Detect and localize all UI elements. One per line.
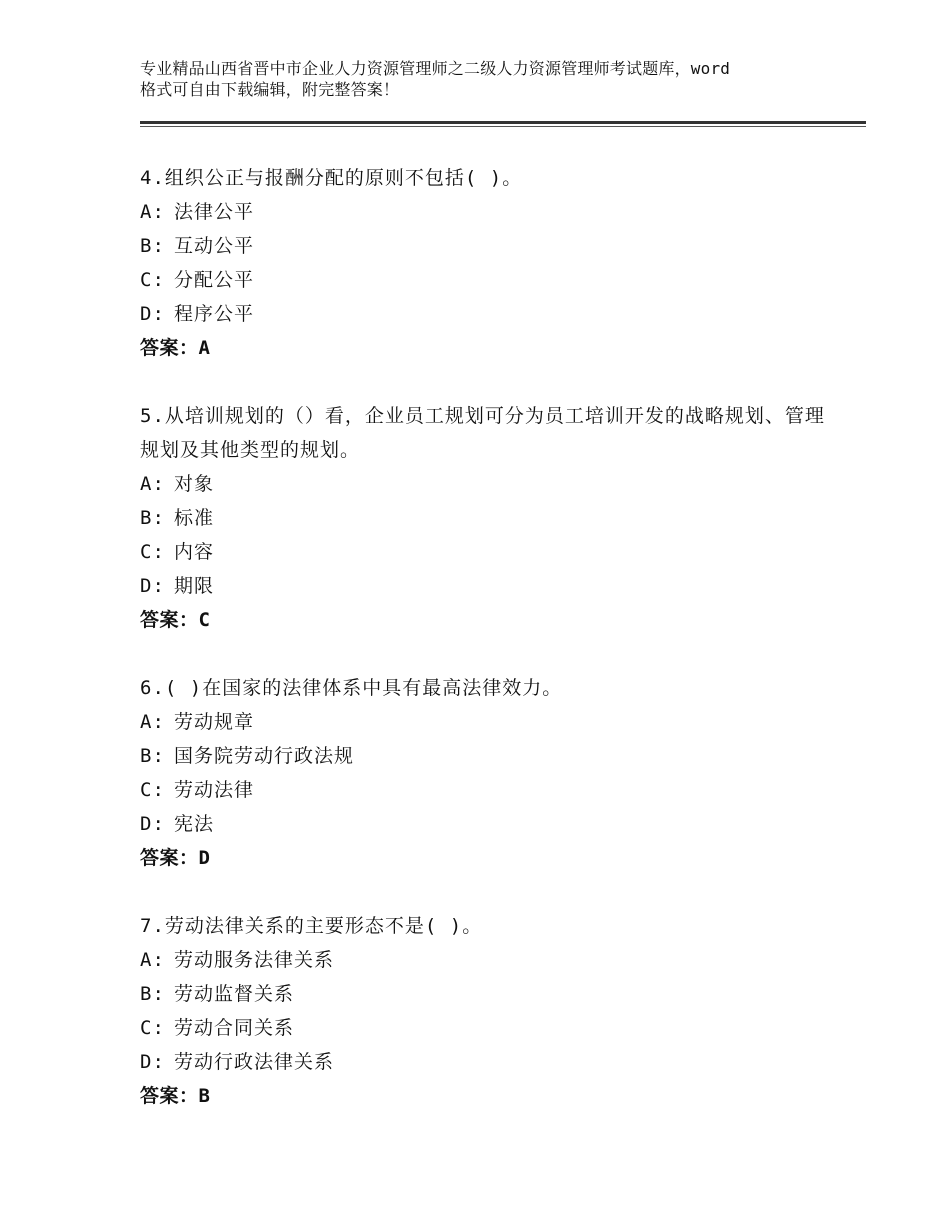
question-6 bbox=[140, 671, 830, 875]
option-c bbox=[140, 535, 830, 569]
question-stem: 7.劳动法律关系的主要形态不是( )。 bbox=[140, 915, 483, 937]
question-list bbox=[140, 161, 830, 1147]
option-letter: A: bbox=[140, 711, 165, 733]
option-text: 法律公平 bbox=[174, 201, 255, 223]
option-text: 劳动规章 bbox=[174, 711, 255, 733]
option-text: 劳动合同关系 bbox=[174, 1017, 295, 1039]
option-a bbox=[140, 467, 830, 501]
option-a bbox=[140, 705, 830, 739]
option-text: 国务院劳动行政法规 bbox=[174, 745, 355, 767]
option-letter: D: bbox=[140, 1051, 165, 1073]
option-letter: D: bbox=[140, 813, 165, 835]
answer-label: 答案：B bbox=[140, 1085, 211, 1107]
header-title-line-1: 专业精品山西省晋中市企业人力资源管理师之二级人力资源管理师考试题库，word bbox=[140, 59, 731, 78]
option-d bbox=[140, 807, 830, 841]
question-stem: 5.从培训规划的（）看，企业员工规划可分为员工培训开发的战略规划、管理规划及其他类型的规划。 bbox=[140, 405, 825, 461]
option-text: 内容 bbox=[174, 541, 215, 563]
option-letter: C: bbox=[140, 541, 165, 563]
option-letter: B: bbox=[140, 983, 165, 1005]
option-letter: B: bbox=[140, 745, 165, 767]
document-header bbox=[140, 58, 840, 100]
option-d bbox=[140, 297, 830, 331]
option-text: 互动公平 bbox=[174, 235, 255, 257]
option-d bbox=[140, 569, 830, 603]
header-divider-thick bbox=[140, 121, 866, 124]
option-d bbox=[140, 1045, 830, 1079]
option-c bbox=[140, 773, 830, 807]
header-title-line-2: 格式可自由下载编辑，附完整答案！ bbox=[140, 80, 400, 99]
option-text: 分配公平 bbox=[174, 269, 255, 291]
option-text: 宪法 bbox=[174, 813, 215, 835]
option-c bbox=[140, 263, 830, 297]
option-letter: D: bbox=[140, 575, 165, 597]
option-letter: B: bbox=[140, 235, 165, 257]
option-b bbox=[140, 739, 830, 773]
option-letter: C: bbox=[140, 269, 165, 291]
option-text: 劳动行政法律关系 bbox=[174, 1051, 335, 1073]
option-letter: B: bbox=[140, 507, 165, 529]
option-letter: A: bbox=[140, 473, 165, 495]
question-stem: 4.组织公正与报酬分配的原则不包括( )。 bbox=[140, 167, 523, 189]
option-letter: A: bbox=[140, 201, 165, 223]
option-text: 程序公平 bbox=[174, 303, 255, 325]
question-5 bbox=[140, 399, 830, 637]
option-text: 劳动法律 bbox=[174, 779, 255, 801]
option-b bbox=[140, 501, 830, 535]
option-letter: D: bbox=[140, 303, 165, 325]
option-letter: C: bbox=[140, 779, 165, 801]
option-text: 标准 bbox=[174, 507, 215, 529]
option-letter: C: bbox=[140, 1017, 165, 1039]
option-letter: A: bbox=[140, 949, 165, 971]
option-text: 对象 bbox=[174, 473, 215, 495]
option-text: 劳动监督关系 bbox=[174, 983, 295, 1005]
question-4 bbox=[140, 161, 830, 365]
answer-label: 答案：C bbox=[140, 609, 211, 631]
header-divider-thin bbox=[140, 126, 866, 127]
answer-label: 答案：D bbox=[140, 847, 211, 869]
option-b bbox=[140, 229, 830, 263]
option-text: 劳动服务法律关系 bbox=[174, 949, 335, 971]
answer-label: 答案：A bbox=[140, 337, 211, 359]
question-7 bbox=[140, 909, 830, 1113]
question-stem: 6.( )在国家的法律体系中具有最高法律效力。 bbox=[140, 677, 563, 699]
option-b bbox=[140, 977, 830, 1011]
option-c bbox=[140, 1011, 830, 1045]
option-a bbox=[140, 943, 830, 977]
option-text: 期限 bbox=[174, 575, 215, 597]
option-a bbox=[140, 195, 830, 229]
